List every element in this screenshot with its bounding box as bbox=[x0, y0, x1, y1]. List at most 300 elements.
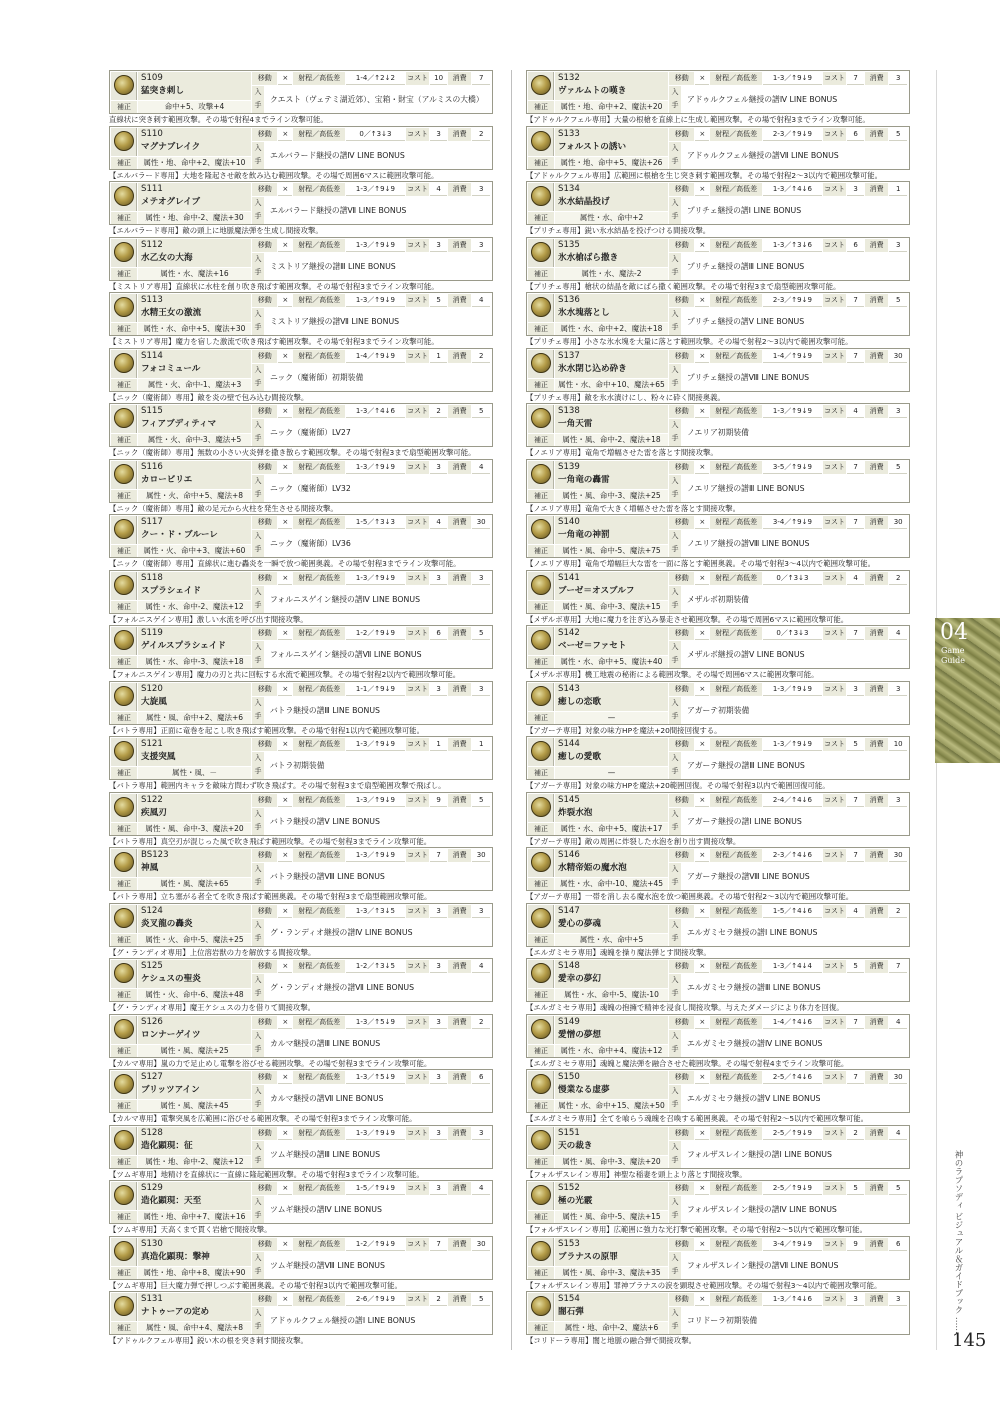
skill-card bbox=[526, 181, 910, 225]
acquire-value: ツムギ継授の譜Ⅳ LINE BONUS bbox=[270, 1205, 382, 1214]
skill-name: 支援突風 bbox=[141, 752, 176, 762]
cost-label: コスト bbox=[823, 1127, 846, 1140]
move-value: × bbox=[695, 572, 709, 585]
stat-row bbox=[252, 794, 491, 807]
skill-name-cell bbox=[138, 516, 251, 544]
skill-entry bbox=[109, 625, 493, 681]
skill-entry bbox=[109, 70, 493, 126]
mp-label: 消費 bbox=[448, 1016, 471, 1029]
cost-label: コスト bbox=[823, 350, 846, 363]
cost-label: コスト bbox=[823, 294, 846, 307]
skill-card bbox=[109, 1236, 493, 1280]
skill-name: 猛突き刺し bbox=[141, 86, 184, 96]
cost-value: 3 bbox=[430, 128, 447, 141]
move-value: × bbox=[278, 960, 292, 973]
mp-label: 消費 bbox=[448, 72, 471, 85]
acquire-label: 入 手 bbox=[669, 308, 681, 335]
skill-entry bbox=[526, 570, 910, 626]
skill-card bbox=[526, 237, 910, 281]
emblem-medal-icon bbox=[114, 686, 134, 706]
mp-label: 消費 bbox=[448, 849, 471, 862]
cost-label: コスト bbox=[406, 572, 429, 585]
mp-label: 消費 bbox=[448, 905, 471, 918]
emblem-medal-icon bbox=[114, 353, 134, 373]
mp-value: 3 bbox=[889, 405, 907, 418]
bonus-label: 補正 bbox=[111, 934, 137, 946]
emblem-medal-icon bbox=[531, 852, 551, 872]
skill-name-cell bbox=[555, 1238, 668, 1266]
cost-label: コスト bbox=[823, 849, 846, 862]
skill-name-cell bbox=[138, 239, 251, 267]
move-value: × bbox=[695, 905, 709, 918]
mp-value: 1 bbox=[889, 183, 907, 196]
cost-label: コスト bbox=[823, 461, 846, 474]
mp-label: 消費 bbox=[865, 1238, 888, 1251]
skill-entry bbox=[526, 792, 910, 848]
move-label: 移動 bbox=[252, 350, 277, 363]
skill-id: S122 bbox=[141, 794, 163, 805]
move-value: × bbox=[695, 849, 709, 862]
skill-emblem-icon bbox=[528, 572, 554, 600]
skill-id: S112 bbox=[141, 239, 163, 250]
skill-description: 【グ・ランディオ専用】上位溶岩獣の力を解放する間接攻撃。 bbox=[109, 947, 316, 957]
skill-emblem-icon bbox=[111, 683, 137, 711]
mp-value: 2 bbox=[889, 572, 907, 585]
skill-card bbox=[526, 1291, 910, 1335]
emblem-medal-icon bbox=[114, 464, 134, 484]
cost-label: コスト bbox=[406, 350, 429, 363]
mp-label: 消費 bbox=[865, 905, 888, 918]
skill-name: 水精帝姫の魔水泡 bbox=[558, 863, 627, 873]
skill-name: 癒しの恋歌 bbox=[558, 696, 601, 707]
move-value: × bbox=[695, 516, 709, 529]
skill-name-cell bbox=[138, 1127, 251, 1155]
acquire-value: ニック（魔術師）LV32 bbox=[270, 483, 351, 493]
move-label: 移動 bbox=[252, 572, 277, 585]
bonus-value: 属性・水、命中+5、魔法+40 bbox=[555, 656, 668, 668]
chapter-title: Game Guide bbox=[941, 646, 965, 665]
range-label: 射程／高低差 bbox=[710, 128, 762, 141]
skill-id: S152 bbox=[558, 1183, 580, 1193]
move-value: × bbox=[278, 72, 292, 85]
acquire-label: 入 手 bbox=[669, 586, 681, 613]
cost-value: 5 bbox=[847, 960, 864, 973]
move-label: 移動 bbox=[252, 849, 277, 862]
cost-value: 7 bbox=[430, 1238, 447, 1251]
skill-name: ベーゼ＝ファセト bbox=[558, 641, 627, 651]
skill-name: 造化顕現：天至 bbox=[141, 1196, 202, 1206]
range-label: 射程／高低差 bbox=[293, 1182, 345, 1195]
skill-description: 【フォルザスレイン専用】罪神ブラナスの涙を顕現させ範囲攻撃。その場で射程3〜4以内で範囲攻撃可能。 bbox=[526, 1280, 882, 1290]
skill-emblem-icon bbox=[528, 1016, 554, 1044]
cost-value: 7 bbox=[847, 516, 864, 529]
move-label: 移動 bbox=[669, 1071, 694, 1084]
bonus-label: 補正 bbox=[111, 1156, 137, 1168]
skill-description: 【メザルボ専用】機工地震の秘術による範囲攻撃。その場で周囲6マスに範囲攻撃可能。 bbox=[526, 670, 819, 679]
mp-value: 4 bbox=[472, 294, 490, 307]
emblem-medal-icon bbox=[114, 575, 134, 595]
skill-emblem-icon bbox=[528, 183, 554, 211]
cost-value: 3 bbox=[847, 183, 864, 196]
skill-name-cell bbox=[555, 516, 668, 544]
range-value: 1-3／↑9↓9 bbox=[346, 239, 405, 252]
skill-emblem-icon bbox=[528, 405, 554, 433]
skill-id: S153 bbox=[558, 1238, 580, 1249]
skill-name-cell bbox=[138, 1182, 251, 1210]
skill-id: S113 bbox=[141, 295, 163, 305]
skill-entry bbox=[109, 1291, 493, 1347]
emblem-medal-icon bbox=[531, 75, 551, 95]
bonus-value: 命中+5、攻撃+4 bbox=[138, 101, 251, 113]
mp-value: 30 bbox=[472, 849, 490, 862]
skill-entry bbox=[109, 1069, 493, 1125]
bonus-label: 補正 bbox=[528, 545, 554, 557]
move-label: 移動 bbox=[252, 128, 277, 141]
acquire-value: プリチェ継授の譜Ⅰ LINE BONUS bbox=[687, 206, 802, 215]
skill-name: スプラシェイド bbox=[141, 585, 201, 596]
range-value: 1-2／↑9↓9 bbox=[346, 1238, 405, 1251]
move-value: × bbox=[695, 960, 709, 973]
bonus-value: 属性・火、命中+3、魔法+60 bbox=[138, 545, 251, 557]
range-label: 射程／高低差 bbox=[710, 294, 762, 307]
acquire-label: 入 手 bbox=[252, 253, 264, 280]
mp-label: 消費 bbox=[865, 627, 888, 640]
move-label: 移動 bbox=[252, 461, 277, 474]
acquire-value: アガーテ継授の譜Ⅲ LINE BONUS bbox=[687, 761, 805, 770]
bonus-label: 補正 bbox=[111, 434, 137, 446]
skill-description: 【ニック（魔術師）専用】無数の小さい火炎弾を撒き散らす範囲攻撃。その場で射程3まで扇型範囲攻撃可能。 bbox=[109, 448, 476, 457]
acquire-value: ニック（魔術師）初期装備 bbox=[270, 372, 364, 382]
cost-value: 6 bbox=[847, 239, 864, 252]
skill-name-cell bbox=[138, 1016, 251, 1044]
acquire-value: カルマ継授の譜Ⅲ LINE BONUS bbox=[270, 1038, 381, 1048]
emblem-medal-icon bbox=[114, 852, 134, 872]
cost-value: 5 bbox=[847, 1182, 864, 1195]
cost-value: 3 bbox=[847, 683, 864, 696]
mp-label: 消費 bbox=[865, 183, 888, 196]
range-label: 射程／高低差 bbox=[293, 516, 345, 529]
bonus-value: 属性・水、命中+5、魔法+30 bbox=[138, 323, 251, 335]
acquire-label: 入 手 bbox=[669, 919, 681, 946]
skill-id: S137 bbox=[558, 350, 580, 361]
acquire-label: 入 手 bbox=[252, 1141, 264, 1168]
skill-name: ブラナスの原罪 bbox=[558, 1251, 618, 1262]
bonus-label: 補正 bbox=[528, 1267, 554, 1279]
bonus-label: 補正 bbox=[111, 1267, 137, 1279]
bonus-value: 属性・地、命中-2、魔法+30 bbox=[138, 212, 251, 224]
skill-entry bbox=[109, 1236, 493, 1292]
move-value: × bbox=[278, 1293, 292, 1306]
skill-id: S134 bbox=[558, 184, 580, 194]
range-value: 2-3／↑4↓6 bbox=[763, 849, 822, 862]
acquire-label: 入 手 bbox=[669, 1252, 681, 1279]
bonus-value: 属性・風、命中-3、魔法+20 bbox=[555, 1156, 668, 1168]
skill-card bbox=[526, 1014, 910, 1058]
bonus-label: 補正 bbox=[111, 323, 137, 335]
skill-id: S124 bbox=[141, 905, 163, 916]
range-value: 0／↑3↓3 bbox=[763, 572, 822, 585]
stat-row bbox=[669, 405, 908, 418]
move-label: 移動 bbox=[669, 239, 694, 252]
cost-label: コスト bbox=[823, 1293, 846, 1306]
stat-row bbox=[252, 572, 491, 585]
skill-id: S148 bbox=[558, 961, 580, 971]
bonus-label: 補正 bbox=[528, 878, 554, 890]
cost-label: コスト bbox=[406, 794, 429, 807]
acquire-value: コリドーラ初期装備 bbox=[687, 1316, 758, 1325]
skill-entry bbox=[526, 847, 910, 903]
bonus-value: 属性・水、命中-2、魔法+12 bbox=[138, 601, 251, 613]
range-value: 1-5／↑9↓9 bbox=[346, 1182, 405, 1195]
emblem-medal-icon bbox=[531, 519, 551, 539]
cost-label: コスト bbox=[823, 683, 846, 696]
mp-value: 5 bbox=[472, 405, 490, 418]
acquire-label: 入 手 bbox=[252, 364, 264, 391]
move-value: × bbox=[278, 849, 292, 862]
mp-value: 2 bbox=[472, 1016, 490, 1029]
cost-value: 4 bbox=[430, 516, 447, 529]
move-value: × bbox=[695, 183, 709, 196]
skill-name: 氷水結晶投げ bbox=[558, 197, 610, 207]
skill-name: ブリッツアイン bbox=[141, 1085, 200, 1095]
cost-value: 3 bbox=[430, 572, 447, 585]
bonus-label: 補正 bbox=[111, 101, 137, 113]
range-value: 3-4／↑9↓9 bbox=[763, 1238, 822, 1251]
skill-description: 【ノエリア専用】竜角で大きく増幅させた雷を落とす間接攻撃。 bbox=[526, 503, 740, 513]
stat-row bbox=[252, 405, 491, 418]
skill-description: 【バトラ専用】正面に竜巻を起こし吹き飛ばす範囲攻撃。その場で射程1以内で範囲攻撃可能。 bbox=[109, 725, 424, 735]
move-value: × bbox=[695, 72, 709, 85]
bonus-value: 属性・風、命中-3、魔法+15 bbox=[555, 601, 668, 613]
skill-entry bbox=[109, 126, 493, 182]
skill-description: 【バトラ専用】真空刃が混じった風で吹き飛ばす範囲攻撃。その場で射程3までライン攻撃可能。 bbox=[109, 836, 432, 846]
acquire-value: ノエリア継授の譜Ⅷ LINE BONUS bbox=[687, 539, 810, 548]
range-label: 射程／高低差 bbox=[293, 239, 345, 252]
mp-label: 消費 bbox=[865, 794, 888, 807]
skill-emblem-icon bbox=[111, 1238, 137, 1266]
emblem-medal-icon bbox=[114, 1185, 134, 1205]
skill-id: S140 bbox=[558, 517, 580, 527]
acquire-label: 入 手 bbox=[669, 974, 681, 1001]
skill-id: S133 bbox=[558, 128, 580, 139]
bonus-label: 補正 bbox=[528, 601, 554, 613]
skill-name: 氷水塊落とし bbox=[558, 308, 610, 318]
mp-value: 2 bbox=[889, 905, 907, 918]
emblem-medal-icon bbox=[114, 1019, 134, 1039]
cost-value: 9 bbox=[430, 794, 447, 807]
skill-name: 慢業なる虚夢 bbox=[558, 1085, 610, 1095]
skill-description: 【グ・ランディオ専用】魔王ケシュスの力を借りて間接攻撃。 bbox=[109, 1003, 316, 1012]
acquire-label: 入 手 bbox=[252, 974, 264, 1001]
cost-label: コスト bbox=[406, 1182, 429, 1195]
emblem-medal-icon bbox=[531, 908, 551, 928]
range-label: 射程／高低差 bbox=[710, 461, 762, 474]
acquire-value: エルバラード継授の譜Ⅶ LINE BONUS bbox=[270, 206, 407, 215]
skill-entry bbox=[526, 1069, 910, 1125]
stat-row bbox=[252, 516, 491, 529]
mp-label: 消費 bbox=[865, 1182, 888, 1195]
cost-label: コスト bbox=[406, 128, 429, 141]
skill-card bbox=[526, 403, 910, 447]
bonus-value: 属性・水、命中+5 bbox=[555, 934, 668, 946]
skill-description: 【アドゥルクフェル専用】鋭い木の根を突き刺す間接攻撃。 bbox=[109, 1336, 308, 1345]
acquire-label: 入 手 bbox=[669, 863, 681, 890]
range-label: 射程／高低差 bbox=[710, 572, 762, 585]
skill-description: 直線状に突き刺す範囲攻撃。その場で射程4までライン攻撃可能。 bbox=[109, 115, 328, 124]
mp-label: 消費 bbox=[448, 1238, 471, 1251]
emblem-medal-icon bbox=[114, 131, 134, 151]
range-label: 射程／高低差 bbox=[293, 1293, 345, 1306]
skill-card bbox=[109, 1069, 493, 1113]
acquire-value: バトラ継授の譜Ⅷ LINE BONUS bbox=[270, 872, 385, 881]
bonus-label: 補正 bbox=[111, 1322, 137, 1334]
range-label: 射程／高低差 bbox=[293, 627, 345, 640]
bonus-value: 属性・水、命中+2、魔法+18 bbox=[555, 323, 668, 335]
emblem-medal-icon bbox=[114, 908, 134, 928]
range-value: 2-5／↑4↓6 bbox=[763, 1071, 822, 1084]
skill-description: 【フォルザスレイン専用】広範囲に強力な光打撃で範囲攻撃。その場で射程2〜5以内で範囲攻撃可能。 bbox=[526, 1225, 867, 1234]
skill-name-cell bbox=[138, 572, 251, 600]
cost-value: 9 bbox=[847, 1238, 864, 1251]
skill-card bbox=[526, 348, 910, 392]
cost-value: 4 bbox=[430, 183, 447, 196]
cost-label: コスト bbox=[823, 183, 846, 196]
skill-id: S109 bbox=[141, 73, 163, 83]
stat-row bbox=[252, 1127, 491, 1140]
skill-emblem-icon bbox=[528, 1127, 554, 1155]
skill-card bbox=[109, 570, 493, 614]
cost-value: 2 bbox=[430, 405, 447, 418]
cost-label: コスト bbox=[823, 1182, 846, 1195]
move-label: 移動 bbox=[669, 350, 694, 363]
bonus-value: 属性・水、命中+4、魔法+12 bbox=[555, 1045, 668, 1057]
mp-value: 1 bbox=[472, 738, 490, 751]
move-label: 移動 bbox=[252, 72, 277, 85]
bonus-label: 補正 bbox=[528, 490, 554, 502]
skill-entry bbox=[109, 736, 493, 792]
mp-label: 消費 bbox=[448, 516, 471, 529]
acquire-label: 入 手 bbox=[669, 253, 681, 280]
skill-card bbox=[526, 736, 910, 780]
cost-value: 7 bbox=[847, 627, 864, 640]
skill-name: 癒しの愛歌 bbox=[558, 752, 601, 762]
skill-emblem-icon bbox=[111, 461, 137, 489]
range-value: 1-4／↑2↓2 bbox=[346, 72, 405, 85]
skill-description: 【カルマ専用】嵐の力で足止めし電撃を浴びせる範囲攻撃。その場で射程3までライン攻撃可能。 bbox=[109, 1058, 432, 1068]
skill-id: S141 bbox=[558, 572, 580, 583]
cost-label: コスト bbox=[823, 405, 846, 418]
range-label: 射程／高低差 bbox=[293, 905, 345, 918]
acquire-label: 入 手 bbox=[669, 641, 681, 668]
skill-id: S146 bbox=[558, 850, 580, 860]
bonus-label: 補正 bbox=[528, 656, 554, 668]
bonus-value: 属性・風、命中-3、魔法+20 bbox=[138, 823, 251, 835]
stat-row bbox=[669, 516, 908, 529]
range-value: 2-4／↑4↓6 bbox=[763, 794, 822, 807]
mp-label: 消費 bbox=[865, 294, 888, 307]
skill-emblem-icon bbox=[111, 1071, 137, 1099]
acquire-label: 入 手 bbox=[252, 586, 264, 613]
skill-description: 【アガーテ専用】敵の周囲に炸裂した水泡を創り出す間接攻撃。 bbox=[526, 836, 741, 846]
mp-label: 消費 bbox=[448, 683, 471, 696]
cost-value: 3 bbox=[430, 461, 447, 474]
stat-row bbox=[669, 849, 908, 862]
skill-entry bbox=[526, 625, 910, 681]
bonus-label: 補正 bbox=[111, 823, 137, 835]
skill-emblem-icon bbox=[528, 738, 554, 766]
stat-row bbox=[252, 350, 491, 363]
cost-label: コスト bbox=[823, 72, 846, 85]
skill-name-cell bbox=[555, 294, 668, 322]
skill-description: 【ニック（魔術師）専用】直線状に進む轟炎を一瞬で放つ範囲奥義。その場で射程3までライン攻撃可能。 bbox=[109, 559, 461, 568]
move-label: 移動 bbox=[669, 1238, 694, 1251]
acquire-label: 入 手 bbox=[669, 197, 681, 224]
mp-label: 消費 bbox=[448, 1293, 471, 1306]
emblem-medal-icon bbox=[531, 797, 551, 817]
range-value: 3-4／↑9↓9 bbox=[763, 516, 822, 529]
move-value: × bbox=[278, 738, 292, 751]
mp-label: 消費 bbox=[865, 72, 888, 85]
acquire-value: ツムギ継授の譜Ⅲ LINE BONUS bbox=[270, 1149, 381, 1159]
bonus-value: 属性・火、命中-6、魔法+48 bbox=[138, 989, 251, 1001]
cost-label: コスト bbox=[406, 294, 429, 307]
mp-label: 消費 bbox=[865, 960, 888, 973]
cost-value: 7 bbox=[847, 350, 864, 363]
cost-label: コスト bbox=[823, 627, 846, 640]
move-label: 移動 bbox=[669, 516, 694, 529]
range-label: 射程／高低差 bbox=[710, 794, 762, 807]
mp-label: 消費 bbox=[865, 350, 888, 363]
skill-description: 【バトラ専用】立ち塞がる者全てを吹き飛ばす範囲奥義。その場で射程3まで扇型範囲攻撃可能。 bbox=[109, 892, 432, 901]
skill-emblem-icon bbox=[111, 516, 137, 544]
acquire-label: 入 手 bbox=[252, 752, 264, 779]
range-value: 1-5／↑4↓6 bbox=[763, 905, 822, 918]
acquire-value: グ・ランディオ継授の譜Ⅳ LINE BONUS bbox=[270, 927, 413, 937]
skill-name-cell bbox=[138, 794, 251, 822]
bonus-label: 補正 bbox=[111, 601, 137, 613]
skill-name-cell bbox=[555, 1016, 668, 1044]
stat-row bbox=[252, 849, 491, 862]
move-value: × bbox=[278, 239, 292, 252]
bonus-label: 補正 bbox=[528, 434, 554, 446]
move-label: 移動 bbox=[252, 738, 277, 751]
skill-id: S110 bbox=[141, 128, 163, 139]
move-label: 移動 bbox=[252, 960, 277, 973]
skill-name: フィアブディティマ bbox=[141, 419, 217, 429]
skill-name-cell bbox=[138, 350, 251, 378]
skill-entry bbox=[109, 181, 493, 237]
acquire-label: 入 手 bbox=[252, 1307, 264, 1334]
move-value: × bbox=[695, 350, 709, 363]
skill-description: 【プリチェ専用】小さな氷水塊を大量に落とす範囲攻撃。その場で射程2〜3以内で範囲攻撃可能。 bbox=[526, 337, 853, 346]
stat-row bbox=[669, 461, 908, 474]
skill-description: 【ミストリア専用】直線状に水柱を創り吹き飛ばす範囲攻撃。その場で射程3までライン攻撃可能。 bbox=[109, 281, 439, 291]
skill-id: S129 bbox=[141, 1183, 163, 1193]
skill-name: マグナブレイク bbox=[141, 141, 201, 152]
skill-description: 【エルバラード専用】敵の頭上に地脈魔法弾を生成し間接攻撃。 bbox=[109, 226, 323, 235]
acquire-value: ミストリア継授の譜Ⅲ LINE BONUS bbox=[270, 261, 396, 271]
skill-emblem-icon bbox=[528, 960, 554, 988]
move-label: 移動 bbox=[669, 572, 694, 585]
emblem-medal-icon bbox=[114, 408, 134, 428]
acquire-value: メザルボ継授の譜Ⅴ LINE BONUS bbox=[687, 650, 805, 659]
skill-card bbox=[109, 237, 493, 281]
acquire-value: エルバラード継授の譜Ⅳ LINE BONUS bbox=[270, 150, 405, 160]
stat-row bbox=[252, 905, 491, 918]
skill-entry bbox=[526, 126, 910, 182]
emblem-medal-icon bbox=[531, 575, 551, 595]
cost-value: 7 bbox=[847, 72, 864, 85]
